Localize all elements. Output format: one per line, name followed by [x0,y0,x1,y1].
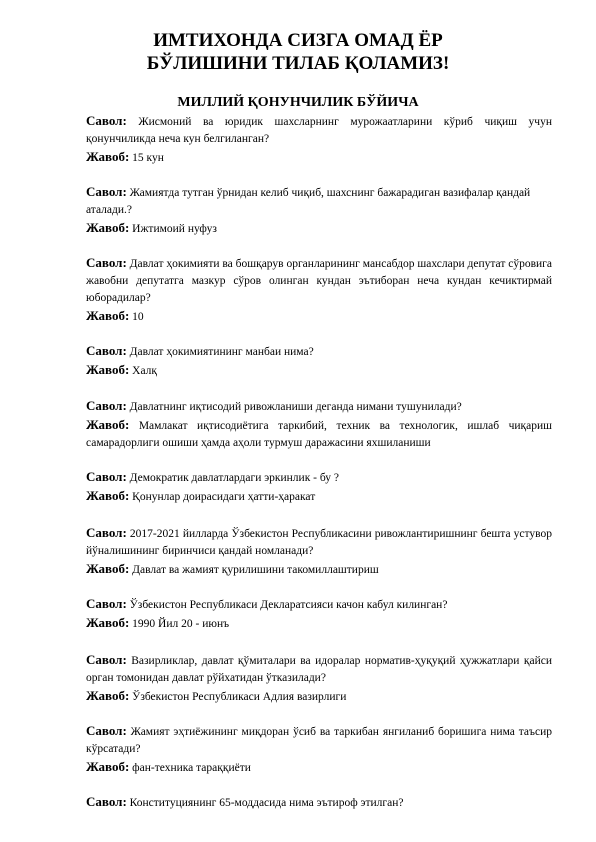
question [86,651,552,687]
answer [86,614,552,633]
answer [86,687,552,706]
answer-text: Давлат ва жамият қурилишини такомиллаштириш [132,564,379,576]
answer-label: Жавоб: [86,759,130,774]
question-label: Савол: [86,398,127,413]
title-line-2: БЎЛИШИНИ ТИЛАБ ҚОЛАМИЗ! [146,53,450,74]
answer-text: 1990 Йил 20 - июнъ [132,618,230,630]
answer [86,560,552,579]
answer-label: Жавоб: [86,688,130,703]
question-text: Давлат ҳокимияти ва бошқарув органларининг мансабдор шахслари депутат сўровига жавобни депутатга мазкур сўров олинган кундан эътиборан неча кундан кечиктирмай юборадилар? [86,258,552,304]
answer [86,219,552,238]
answer-label: Жавоб: [86,149,130,164]
question-label: Савол: [86,723,127,738]
question-text: 2017-2021 йилларда Ўзбекистон Республикасини ривожлантиришнинг бешта устувор йўналишининг биринчиси қандай номланади? [86,528,552,557]
answer-label: Жавоб: [86,362,130,377]
question-label: Савол: [86,255,127,270]
qa-item [86,793,552,812]
answer-text: Мамлакат иқтисодиётига таркибий, техник ва технологик, ишлаб чиқариш самарадорлиги ошиши ҳамда аҳоли турмуш даражасини яхшиланиши [86,420,552,449]
question [86,722,552,758]
question-label: Савол: [86,184,127,199]
question-label: Савол: [86,525,127,540]
question-text: Жамият эҳтиёжининг миқдоран ўсиб ва таркибан янгиланиб боришига нима таъсир кўрсатади? [86,726,552,755]
question-label: Савол: [86,113,127,128]
answer-label: Жавоб: [86,488,130,503]
question [86,183,552,219]
answer [86,758,552,777]
question-text: Конституциянинг 65-моддасида нима эътироф этилган? [129,797,404,809]
answer-text: 15 кун [132,152,164,164]
question-label: Савол: [86,343,127,358]
question-label: Савол: [86,596,127,611]
question [86,524,552,560]
answer-label: Жавоб: [86,417,130,432]
question-label: Савол: [86,469,127,484]
qa-item [86,468,552,506]
answer-text: Қонунлар доирасидаги ҳатти-ҳаракат [132,491,316,503]
question-text: Вазирликлар, давлат қўмиталари ва идоралар норматив-ҳуқуқий ҳужжатлари қайси орган томонидан давлат рўйхатидан ўтказилади? [86,655,553,684]
question [86,112,552,148]
question [86,793,552,812]
qa-item [86,722,552,777]
answer-text: фан-техника тараққиёти [132,762,251,774]
qa-item [86,112,552,167]
answer-label: Жавоб: [86,308,130,323]
answer [86,416,552,452]
answer-text: Ижтимоий нуфуз [132,223,217,235]
question-text: Демократик давлатлардаги эркинлик - бу ? [129,472,340,484]
question-text: Жамиятда тутган ўрнидан келиб чиқиб, шахснинг бажарадиган вазифалар қандай аталади.? [86,187,531,216]
question-text: Жисмоний ва юридик шахсларнинг мурожаатларини кўриб чиқиш учун қонунчиликда неча кун белгиланган? [86,116,552,145]
question [86,595,552,614]
qa-item [86,342,552,380]
question-text: Ўзбекистон Республикаси Декларатсияси качон кабул килинган? [129,599,448,611]
section-title: МИЛЛИЙ ҚОНУНЧИЛИК БЎЙИЧА [177,95,419,110]
qa-item [86,651,552,706]
answer-label: Жавоб: [86,220,130,235]
question-text: Давлатнинг иқтисодий ривожланиши деганда нимани тушунилади? [129,401,462,413]
qa-item [86,183,552,238]
question-label: Савол: [86,652,127,667]
qa-item [86,397,552,452]
question [86,397,552,416]
qa-item [86,524,552,579]
answer-label: Жавоб: [86,561,130,576]
answer-label: Жавоб: [86,615,130,630]
question-label: Савол: [86,794,127,809]
question-text: Давлат ҳокимиятининг манбаи нима? [129,346,314,358]
answer-text: 10 [132,311,144,323]
qa-item [86,595,552,633]
answer [86,148,552,167]
answer-text: Ўзбекистон Республикаси Адлия вазирлиги [132,691,347,703]
answer-text: Халқ [132,365,158,377]
answer [86,487,552,506]
answer [86,307,552,326]
answer [86,361,552,380]
qa-item [86,254,552,326]
question [86,342,552,361]
question [86,468,552,487]
title-line-1: ИМТИХОНДА СИЗГА ОМАД ЁР [153,30,443,51]
question [86,254,552,307]
